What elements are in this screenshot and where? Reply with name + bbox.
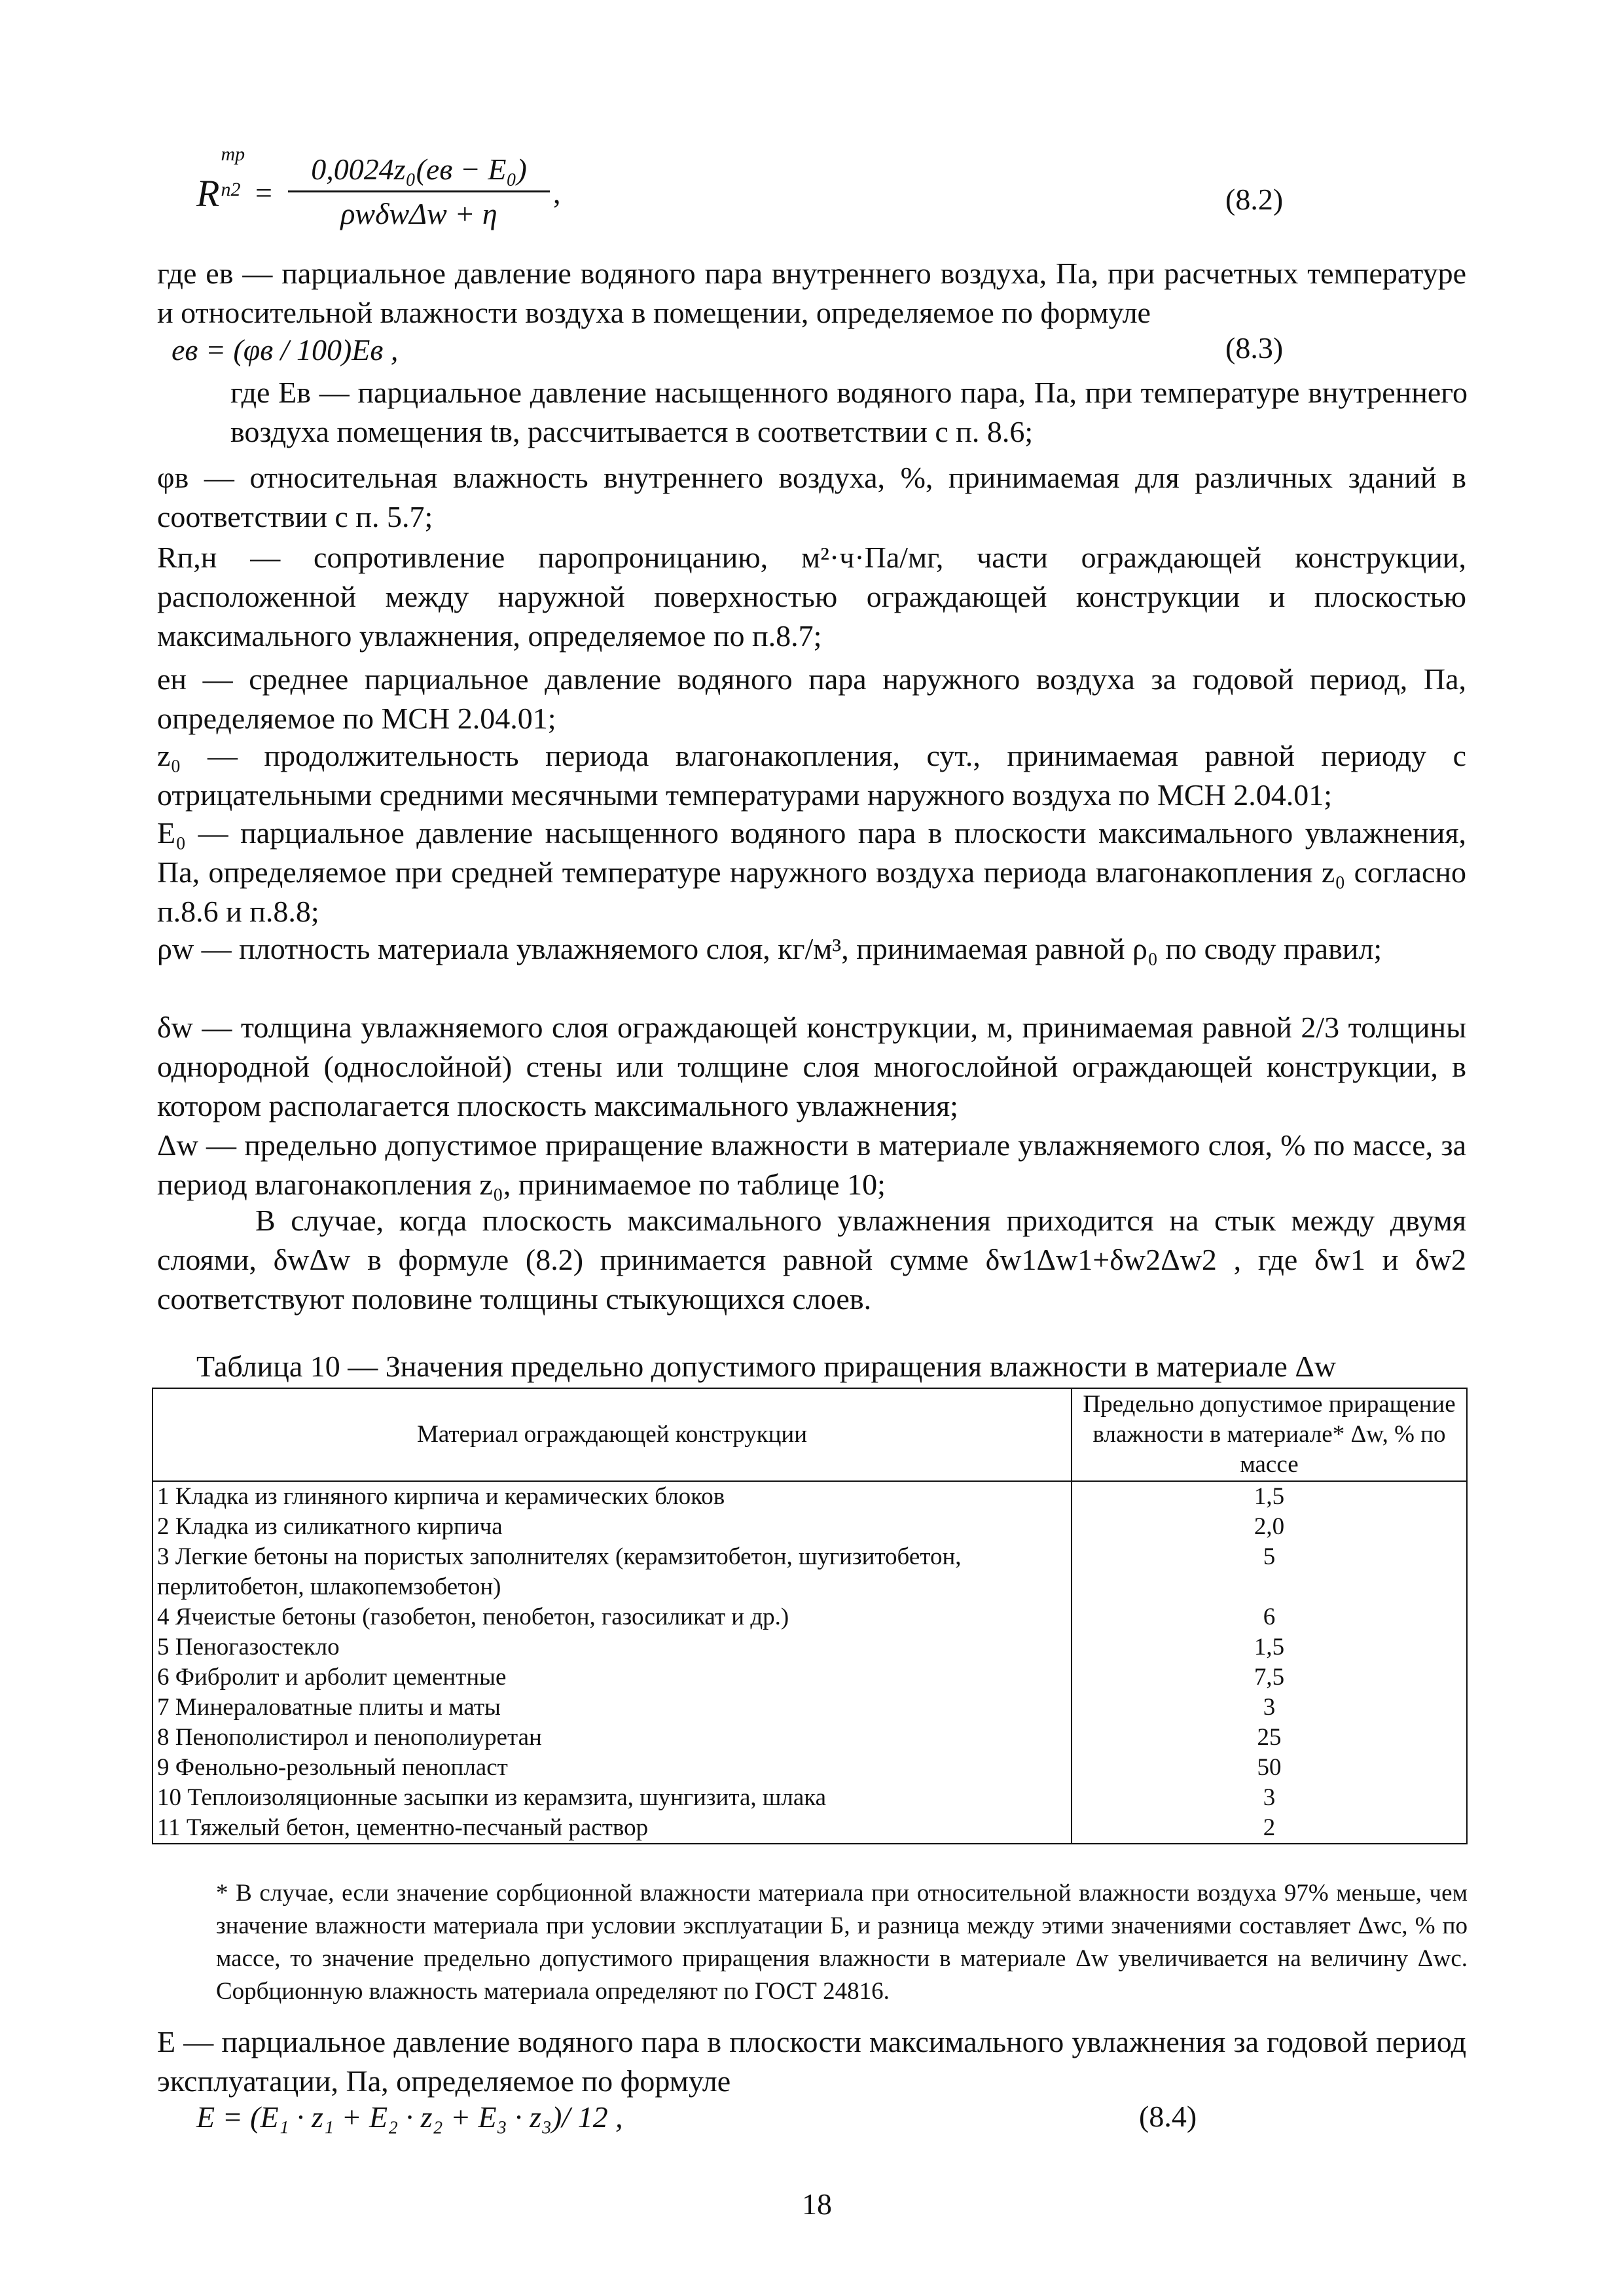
table-header-row [153,1388,1467,1481]
formula-8-4-number: (8.4) [1139,2100,1197,2133]
table-row [153,1813,1467,1844]
table-cell-material: 8 Пенополистирол и пенополиуретан [153,1723,1072,1753]
table-header-value: Предельно допустимое приращение влажности в материале* Δw, % по массе [1072,1388,1467,1481]
table-cell-material: 10 Теплоизоляционные засыпки из керамзита, шунгизита, шлака [153,1783,1072,1813]
table-cell-material: 6 Фибролит и арболит цементные [153,1662,1072,1693]
table-cell-value: 50 [1072,1753,1467,1783]
table-row [153,1783,1467,1813]
formula-8-2-fraction [288,152,550,231]
formula-8-2-comma: , [553,176,561,209]
formula-8-4: E = (E₁ · z₁ + E₂ · z₂ + E₃ · z₃)/ 12 , [196,2100,623,2134]
paragraph-E0-definition: E₀ — парциальное давление насыщенного водяного пара в плоскости максимального увлажнения, Па, определяемое при средней температуре наружного воздуха периода влагонакопления z₀ согласно п.8.6 и п.8.8; [157,816,1466,928]
formula-8-2-eq: = [255,176,272,209]
formula-8-2-lhs: R mp n2 [196,143,245,215]
table-row [153,1753,1467,1783]
table-cell-material: 4 Ячеистые бетоны (газобетон, пенобетон, газосиликат и др.) [153,1602,1072,1632]
page-number: 18 [802,2187,832,2221]
formula-8-3-number: (8.3) [1225,331,1284,365]
table-row [153,1481,1467,1512]
formula-8-3: eв = (φв / 100)Eв , [171,333,399,367]
table-row [153,1632,1467,1662]
table-cell-value: 5 [1072,1542,1467,1602]
table-header-material: Материал ограждающей конструкции [153,1388,1072,1481]
table-cell-value: 3 [1072,1693,1467,1723]
table-cell-value: 2,0 [1072,1512,1467,1542]
paragraph-en-definition: eн — среднее парциальное давление водяного пара наружного воздуха за годовой период, Па, определяемое по МСН 2.04.01; [157,662,1466,735]
paragraph-ev-definition: где eв — парциальное давление водяного пара внутреннего воздуха, Па, при расчетных температуре и относительной влажности воздуха в помещении, определяемое по формуле [157,257,1466,329]
table-cell-material: 7 Минераловатные плиты и маты [153,1693,1072,1723]
table-caption: Таблица 10 — Значения предельно допустимого приращения влажности в материале Δw [196,1350,1337,1383]
table-cell-material: 11 Тяжелый бетон, цементно-песчаный раствор [153,1813,1072,1844]
table-cell-value: 1,5 [1072,1632,1467,1662]
paragraph-z0-definition: z₀ — продолжительность периода влагонакопления, сут., принимаемая равной периоду с отрицательными средними месячными температурами наружного воздуха по МСН 2.04.01; [157,739,1466,812]
table-cell-value: 1,5 [1072,1481,1467,1512]
paragraph-dw-definition: Δw — предельно допустимое приращение влажности в материале увлажняемого слоя, % по массе, за период влагонакопления z₀, принимаемое по таблице 10; [157,1128,1466,1201]
paragraph-Ev-definition: где Eв — парциальное давление насыщенного водяного пара, Па, при температуре внутреннего воздуха помещения tв, рассчитывается в соответствии с п. 8.6; [230,376,1468,448]
table-cell-value: 6 [1072,1602,1467,1632]
table-row [153,1662,1467,1693]
paragraph-E-definition: E — парциальное давление водяного пара в плоскости максимального увлажнения за годовой период эксплуатации, Па, определяемое по формуле [157,2025,1466,2098]
paragraph-phi-definition: φв — относительная влажность внутреннего воздуха, %, принимаемая для различных зданий в соответствии с п. 5.7; [157,461,1466,533]
formula-8-2-numerator: 0,0024z₀(eв − E₀) [311,152,527,186]
paragraph-junction-case: В случае, когда плоскость максимального увлажнения приходится на стык между двумя слоями, δwΔw в формуле (8.2) принимается равной сумме δw1Δw1+δw2Δw2 , где δw1 и δw2 соответствуют половине толщины стыкующихся слоев. [157,1204,1466,1316]
table-cell-value: 2 [1072,1813,1467,1844]
table-row [153,1512,1467,1542]
table-row [153,1602,1467,1632]
paragraph-delta-definition: δw — толщина увлажняемого слоя ограждающей конструкции, м, принимаемая равной 2/3 толщины однородной (однослойной) стены или толщине слоя многослойной ограждающей конструкции, в котором располагается плоскость максимального увлажнения; [157,1011,1466,1122]
table-cell-material: 2 Кладка из силикатного кирпича [153,1512,1072,1542]
moisture-increment-table [152,1388,1468,1844]
paragraph-Rpn-definition: Rп,н — сопротивление паропроницанию, м²·ч·Па/мг, части ограждающей конструкции, расположенной между наружной поверхностью ограждающей конструкции и плоскостью максимального увлажнения, определяемое по п.8.7; [157,541,1466,653]
table-row [153,1542,1467,1602]
table-row [153,1723,1467,1753]
formula-8-2-denominator: ρwδwΔw + η [340,197,497,230]
table-row [153,1693,1467,1723]
table-cell-value: 3 [1072,1783,1467,1813]
table-cell-material: 5 Пеногазостекло [153,1632,1072,1662]
table-cell-value: 7,5 [1072,1662,1467,1693]
table-footnote: * В случае, если значение сорбционной влажности материала при относительной влажности воздуха 97% меньше, чем значение влажности материала при условии эксплуатации Б, и разница между этими значениями составляет Δwc, % по массе, то значение предельно допустимого приращения влажности в материале Δw увеличивается на величину Δwc. Сорбционную влажность материала определяют по ГОСТ 24816. [216,1880,1468,2005]
table-cell-value: 25 [1072,1723,1467,1753]
table-cell-material: 9 Фенольно-резольный пенопласт [153,1753,1072,1783]
table-cell-material: 3 Легкие бетоны на пористых заполнителях (керамзитобетон, шугизитобетон, перлитобетон, шлакопемзобетон) [153,1542,1072,1602]
formula-8-2-number: (8.2) [1225,183,1284,216]
paragraph-rho-definition: ρw — плотность материала увлажняемого слоя, кг/м³, принимаемая равной ρ₀ по своду правил; [157,932,1382,965]
table-cell-material: 1 Кладка из глиняного кирпича и керамических блоков [153,1481,1072,1512]
